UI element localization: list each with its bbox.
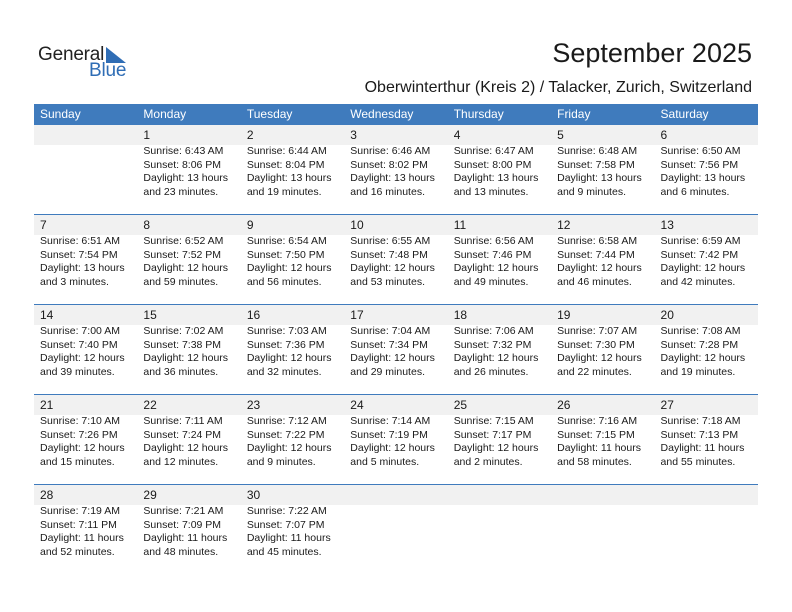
day-cell-8 (137, 215, 240, 304)
day-sunset: Sunset: 7:17 PM (453, 428, 532, 441)
day-cell-10 (344, 215, 447, 304)
day-daylight2: and 22 minutes. (557, 365, 632, 378)
day-cell-22 (137, 395, 240, 484)
day-daylight1: Daylight: 11 hours (246, 532, 331, 545)
day-sunset: Sunset: 7:07 PM (246, 518, 325, 531)
weekday-header-wednesday: Wednesday (350, 107, 414, 121)
day-sunset: Sunset: 7:58 PM (557, 158, 635, 171)
calendar-grid (34, 104, 758, 575)
day-sunset: Sunset: 7:38 PM (143, 338, 222, 351)
day-sunrise: Sunrise: 7:08 AM (660, 325, 741, 337)
day-daylight1: Daylight: 12 hours (246, 262, 332, 275)
day-sunrise: Sunrise: 7:06 AM (453, 325, 534, 337)
day-sunrise: Sunrise: 7:19 AM (40, 505, 120, 517)
day-daylight2: and 29 minutes. (350, 365, 425, 378)
day-number: 16 (246, 308, 261, 322)
day-daylight1: Daylight: 13 hours (557, 172, 642, 185)
day-sunrise: Sunrise: 7:02 AM (143, 325, 224, 337)
weekday-header-row (34, 104, 758, 125)
day-daylight1: Daylight: 12 hours (143, 442, 229, 455)
day-number: 10 (350, 218, 364, 232)
day-sunrise: Sunrise: 6:44 AM (246, 145, 327, 157)
day-daylight2: and 2 minutes. (453, 455, 523, 468)
day-sunset: Sunset: 7:24 PM (143, 428, 222, 441)
day-sunset: Sunset: 7:32 PM (453, 338, 532, 351)
day-daylight1: Daylight: 12 hours (453, 262, 539, 275)
day-number: 23 (246, 398, 261, 412)
day-daylight2: and 6 minutes. (660, 185, 730, 198)
day-cell-2 (241, 125, 344, 214)
day-number: 17 (350, 308, 364, 322)
day-cell-18 (448, 305, 551, 394)
day-daylight2: and 9 minutes. (557, 185, 626, 198)
day-daylight2: and 9 minutes. (246, 455, 316, 468)
day-daylight2: and 23 minutes. (143, 185, 219, 198)
empty-day-cell (655, 485, 758, 575)
week-row (34, 305, 758, 395)
day-number: 27 (660, 398, 674, 412)
day-daylight2: and 26 minutes. (453, 365, 529, 378)
day-cell-28 (34, 485, 137, 575)
day-daylight1: Daylight: 13 hours (660, 172, 746, 185)
logo-text-blue: Blue (89, 60, 127, 81)
day-number: 3 (350, 128, 357, 142)
day-daylight1: Daylight: 12 hours (40, 352, 125, 365)
weekday-header-friday: Friday (557, 107, 591, 121)
day-daylight1: Daylight: 13 hours (40, 262, 125, 275)
day-number: 25 (453, 398, 468, 412)
day-number: 6 (660, 128, 668, 142)
day-sunrise: Sunrise: 6:43 AM (143, 145, 224, 157)
day-daylight1: Daylight: 11 hours (143, 532, 228, 545)
weekday-header-monday: Monday (143, 107, 187, 121)
day-daylight2: and 52 minutes. (40, 545, 115, 558)
day-cell-5 (551, 125, 654, 214)
day-daylight1: Daylight: 12 hours (143, 262, 229, 275)
logo-text-general: General (38, 44, 105, 65)
day-daylight1: Daylight: 13 hours (143, 172, 229, 185)
day-sunrise: Sunrise: 7:11 AM (143, 415, 223, 427)
day-sunrise: Sunrise: 6:54 AM (246, 235, 327, 247)
day-cell-27 (655, 395, 758, 484)
day-daylight2: and 39 minutes. (40, 365, 115, 378)
day-cell-21 (34, 395, 137, 484)
weekday-header-saturday: Saturday (660, 107, 709, 121)
day-daylight1: Daylight: 12 hours (143, 352, 229, 365)
week-row (34, 395, 758, 485)
day-daylight1: Daylight: 12 hours (453, 442, 539, 455)
day-number: 18 (453, 308, 468, 322)
weekday-header-thursday: Thursday (453, 107, 504, 121)
day-number: 5 (557, 128, 564, 142)
day-sunset: Sunset: 7:28 PM (660, 338, 739, 351)
day-daylight2: and 16 minutes. (350, 185, 425, 198)
day-number: 29 (143, 488, 157, 502)
day-daylight1: Daylight: 13 hours (350, 172, 435, 185)
day-sunset: Sunset: 7:13 PM (660, 428, 739, 441)
day-cell-15 (137, 305, 240, 394)
day-daylight2: and 48 minutes. (143, 545, 219, 558)
day-number: 11 (453, 218, 467, 232)
calendar-weeks (34, 125, 758, 575)
day-number: 26 (557, 398, 571, 412)
day-daylight2: and 53 minutes. (350, 275, 425, 288)
day-sunrise: Sunrise: 6:48 AM (557, 145, 638, 157)
day-cell-24 (344, 395, 447, 484)
day-number: 24 (350, 398, 364, 412)
day-sunset: Sunset: 7:40 PM (40, 338, 118, 351)
brand-logo (38, 44, 138, 84)
day-sunset: Sunset: 7:52 PM (143, 248, 222, 261)
day-number: 28 (40, 488, 54, 502)
day-sunset: Sunset: 8:02 PM (350, 158, 428, 171)
day-cell-20 (655, 305, 758, 394)
day-sunrise: Sunrise: 7:22 AM (246, 505, 327, 517)
day-cell-1 (137, 125, 240, 214)
day-cell-13 (655, 215, 758, 304)
day-sunset: Sunset: 8:00 PM (453, 158, 532, 171)
day-sunset: Sunset: 7:26 PM (40, 428, 118, 441)
day-daylight1: Daylight: 12 hours (246, 352, 332, 365)
day-sunset: Sunset: 7:15 PM (557, 428, 635, 441)
day-daylight1: Daylight: 12 hours (246, 442, 332, 455)
day-daylight2: and 12 minutes. (143, 455, 219, 468)
day-sunrise: Sunrise: 6:55 AM (350, 235, 431, 247)
day-sunset: Sunset: 8:06 PM (143, 158, 222, 171)
day-sunset: Sunset: 7:34 PM (350, 338, 428, 351)
day-daylight2: and 58 minutes. (557, 455, 632, 468)
day-sunrise: Sunrise: 7:21 AM (143, 505, 224, 517)
day-daylight2: and 13 minutes. (453, 185, 529, 198)
day-number: 7 (40, 218, 47, 232)
weekday-header-sunday: Sunday (40, 107, 81, 121)
day-daylight1: Daylight: 13 hours (246, 172, 332, 185)
day-daylight1: Daylight: 11 hours (557, 442, 641, 455)
day-sunset: Sunset: 7:11 PM (40, 518, 117, 531)
day-daylight2: and 45 minutes. (246, 545, 322, 558)
day-sunrise: Sunrise: 7:14 AM (350, 415, 431, 427)
day-daylight2: and 55 minutes. (660, 455, 736, 468)
day-cell-30 (241, 485, 344, 575)
empty-day-cell (344, 485, 447, 575)
day-daylight1: Daylight: 11 hours (660, 442, 745, 455)
day-cell-26 (551, 395, 654, 484)
day-number: 13 (660, 218, 674, 232)
day-number: 20 (660, 308, 674, 322)
empty-day-cell (551, 485, 654, 575)
day-cell-7 (34, 215, 137, 304)
day-sunrise: Sunrise: 6:47 AM (453, 145, 534, 157)
day-daylight1: Daylight: 12 hours (350, 442, 435, 455)
day-cell-9 (241, 215, 344, 304)
day-daylight1: Daylight: 12 hours (557, 352, 642, 365)
day-daylight2: and 3 minutes. (40, 275, 109, 288)
day-daylight1: Daylight: 12 hours (660, 352, 746, 365)
day-daylight1: Daylight: 13 hours (453, 172, 539, 185)
day-number: 14 (40, 308, 54, 322)
day-daylight2: and 5 minutes. (350, 455, 420, 468)
day-daylight2: and 59 minutes. (143, 275, 219, 288)
day-number: 21 (40, 398, 54, 412)
day-sunset: Sunset: 7:56 PM (660, 158, 739, 171)
day-sunrise: Sunrise: 7:12 AM (246, 415, 327, 427)
day-sunrise: Sunrise: 6:46 AM (350, 145, 431, 157)
day-sunrise: Sunrise: 7:07 AM (557, 325, 638, 337)
day-cell-6 (655, 125, 758, 214)
week-row (34, 125, 758, 215)
day-daylight1: Daylight: 12 hours (40, 442, 125, 455)
day-daylight2: and 32 minutes. (246, 365, 322, 378)
day-sunset: Sunset: 7:30 PM (557, 338, 635, 351)
day-sunrise: Sunrise: 6:50 AM (660, 145, 741, 157)
day-number: 15 (143, 308, 157, 322)
day-cell-11 (448, 215, 551, 304)
day-sunset: Sunset: 7:19 PM (350, 428, 428, 441)
empty-day-cell (448, 485, 551, 575)
day-cell-19 (551, 305, 654, 394)
day-sunrise: Sunrise: 6:58 AM (557, 235, 638, 247)
page-title: September 2025 (552, 38, 752, 68)
day-sunrise: Sunrise: 7:10 AM (40, 415, 120, 427)
day-daylight1: Daylight: 12 hours (557, 262, 642, 275)
day-cell-12 (551, 215, 654, 304)
day-daylight2: and 19 minutes. (660, 365, 736, 378)
day-sunrise: Sunrise: 6:52 AM (143, 235, 224, 247)
day-sunset: Sunset: 7:09 PM (143, 518, 222, 531)
day-cell-4 (448, 125, 551, 214)
day-sunrise: Sunrise: 6:56 AM (453, 235, 534, 247)
day-number: 9 (246, 218, 254, 232)
day-number: 22 (143, 398, 157, 412)
day-daylight2: and 19 minutes. (246, 185, 322, 198)
day-sunset: Sunset: 8:04 PM (246, 158, 325, 171)
day-daylight1: Daylight: 12 hours (350, 262, 435, 275)
day-sunset: Sunset: 7:54 PM (40, 248, 118, 261)
day-daylight2: and 49 minutes. (453, 275, 529, 288)
day-sunset: Sunset: 7:36 PM (246, 338, 325, 351)
day-daylight1: Daylight: 11 hours (40, 532, 124, 545)
day-number: 8 (143, 218, 151, 232)
week-row (34, 485, 758, 575)
day-sunset: Sunset: 7:46 PM (453, 248, 532, 261)
day-sunset: Sunset: 7:22 PM (246, 428, 325, 441)
empty-day-cell (34, 125, 137, 214)
day-number: 2 (246, 128, 254, 142)
day-cell-17 (344, 305, 447, 394)
day-number: 30 (246, 488, 261, 502)
day-sunset: Sunset: 7:42 PM (660, 248, 739, 261)
day-sunset: Sunset: 7:48 PM (350, 248, 428, 261)
day-number: 1 (143, 128, 151, 142)
day-daylight2: and 42 minutes. (660, 275, 736, 288)
week-row (34, 215, 758, 305)
day-sunrise: Sunrise: 7:15 AM (453, 415, 534, 427)
day-sunrise: Sunrise: 7:18 AM (660, 415, 741, 427)
day-daylight2: and 56 minutes. (246, 275, 322, 288)
day-cell-14 (34, 305, 137, 394)
day-number: 19 (557, 308, 571, 322)
day-daylight1: Daylight: 12 hours (660, 262, 746, 275)
day-daylight2: and 15 minutes. (40, 455, 115, 468)
day-sunrise: Sunrise: 7:04 AM (350, 325, 431, 337)
weekday-header-tuesday: Tuesday (246, 107, 293, 121)
day-sunset: Sunset: 7:44 PM (557, 248, 635, 261)
day-sunrise: Sunrise: 6:51 AM (40, 235, 120, 247)
day-cell-25 (448, 395, 551, 484)
day-number: 4 (453, 128, 461, 142)
day-cell-29 (137, 485, 240, 575)
day-daylight2: and 36 minutes. (143, 365, 219, 378)
day-sunset: Sunset: 7:50 PM (246, 248, 325, 261)
day-cell-3 (344, 125, 447, 214)
day-sunrise: Sunrise: 7:00 AM (40, 325, 120, 337)
day-daylight1: Daylight: 12 hours (453, 352, 539, 365)
day-number: 12 (557, 218, 571, 232)
day-sunrise: Sunrise: 6:59 AM (660, 235, 741, 247)
day-cell-16 (241, 305, 344, 394)
day-cell-23 (241, 395, 344, 484)
day-daylight2: and 46 minutes. (557, 275, 632, 288)
day-daylight1: Daylight: 12 hours (350, 352, 435, 365)
day-sunrise: Sunrise: 7:03 AM (246, 325, 327, 337)
day-sunrise: Sunrise: 7:16 AM (557, 415, 638, 427)
location-subtitle: Oberwinterthur (Kreis 2) / Talacker, Zurich, Switzerland (364, 79, 752, 96)
